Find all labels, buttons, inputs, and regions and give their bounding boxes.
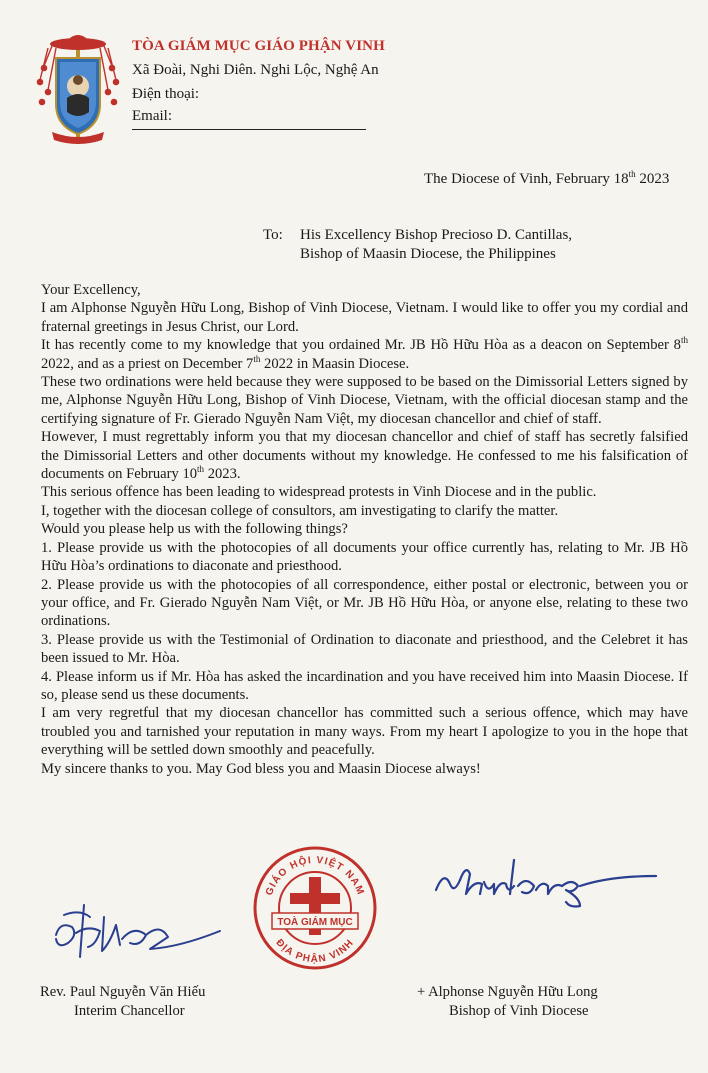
seal-top-text: GIÁO HỘI VIỆT NAM — [263, 854, 367, 898]
letterhead-email-label: Email: — [132, 108, 172, 124]
diocesan-seal-icon — [250, 843, 380, 973]
letter-date: The Diocese of Vinh, February 18th 2023 — [424, 169, 670, 187]
bishop-title: Bishop of Vinh Diocese — [449, 1002, 589, 1019]
request-item-2: 2. Please provide us with the photocopies of all correspondence, either postal or electronic, between you or your office, and Fr. Gierado Nguyễn Nam Việt, or Mr. JB Hồ Hữu Hòa, or anyone else, relating to these two ordinations. — [41, 576, 688, 630]
letterhead-address: Xã Đoài, Nghi Diên. Nghi Lộc, Nghệ An — [132, 62, 379, 78]
paragraph-closing: My sincere thanks to you. May God bless you and Maasin Diocese always! — [41, 760, 481, 777]
bishop-name: + Alphonse Nguyễn Hữu Long — [417, 984, 598, 1000]
letterhead-org-name: TÒA GIÁM MỤC GIÁO PHẬN VINH — [132, 38, 385, 54]
addressee-line-2: Bishop of Maasin Diocese, the Philippines — [300, 246, 556, 262]
bishop-signature — [430, 850, 660, 910]
seal-center-text: TOÀ GIÁM MỤC — [277, 917, 353, 928]
request-item-1: 1. Please provide us with the photocopies of all documents your office currently has, relating to Mr. JB Hồ Hữu Hòa’s ordinations to diaconate and priesthood. — [41, 539, 688, 575]
request-item-4: 4. Please inform us if Mr. Hòa has asked the incardination and you have received him into Maasin Diocese. If so, please send us these documents. — [41, 668, 688, 703]
seal-bottom-text: ĐỊA PHẬN VINH — [273, 937, 357, 965]
paragraph-ordinations: It has recently come to my knowledge that you ordained Mr. JB Hồ Hữu Hòa as a deacon on September 8th 2022, and as a priest on December 7th 2022 in Maasin Diocese. — [41, 335, 688, 372]
paragraph-protests: This serious offence has been leading to widespread protests in Vinh Diocese and in the public. — [41, 484, 597, 501]
addressee-line-1: His Excellency Bishop Precioso D. Cantillas, — [300, 227, 573, 243]
paragraph-request: Would you please help us with the following things? — [41, 521, 348, 538]
bishop-signature-block — [417, 983, 657, 1020]
paragraph-introduction: I am Alphonse Nguyễn Hữu Long, Bishop of Vinh Diocese, Vietnam. I would like to offer you my cordial and fraternal greetings in Jesus Christ, our Lord. — [41, 300, 688, 335]
chancellor-name: Rev. Paul Nguyễn Văn Hiếu — [40, 984, 206, 1000]
salutation: Your Excellency, — [41, 282, 141, 298]
paragraph-falsification: However, I must regrettably inform you that my diocesan chancellor and chief of staff has secretly falsified the Dimissorial Letters and other documents without my knowledge. He confessed to me his falsification of documents on February 10th 2023. — [41, 429, 688, 483]
request-item-3: 3. Please provide us with the Testimonial of Ordination to diaconate and priesthood, and the Celebret it has been issued to Mr. Hòa. — [41, 631, 688, 667]
letter-body — [41, 281, 688, 778]
coat-of-arms-icon — [36, 28, 120, 150]
paragraph-dimissorial-letters: These two ordinations were held because they were supposed to be based on the Dimissorial Letters signed by me, Alphonse Nguyễn Hữu Long, Bishop of Vinh Diocese, Vietnam, with the official diocesan stamp and the certifying signature of Fr. Gierado Nguyễn Nam Việt, my diocesan chancellor and chief of staff. — [41, 374, 688, 427]
chancellor-signature-block — [40, 983, 240, 1020]
paragraph-apology: I am very regretful that my diocesan chancellor has committed such a serious offence, which may have troubled you and tarnished your reputation in many ways. From my heart I apologize to you in the hope that everything will be settled down smoothly and peacefully. — [41, 705, 688, 759]
letterhead-phone-label: Điện thoại: — [132, 86, 200, 102]
chancellor-title: Interim Chancellor — [74, 1002, 185, 1019]
chancellor-signature — [50, 895, 225, 970]
addressee-label: To: — [263, 227, 283, 243]
letterhead-divider — [132, 129, 366, 130]
paragraph-investigation: I, together with the diocesan college of consultors, am investigating to clarify the matter. — [41, 502, 559, 519]
